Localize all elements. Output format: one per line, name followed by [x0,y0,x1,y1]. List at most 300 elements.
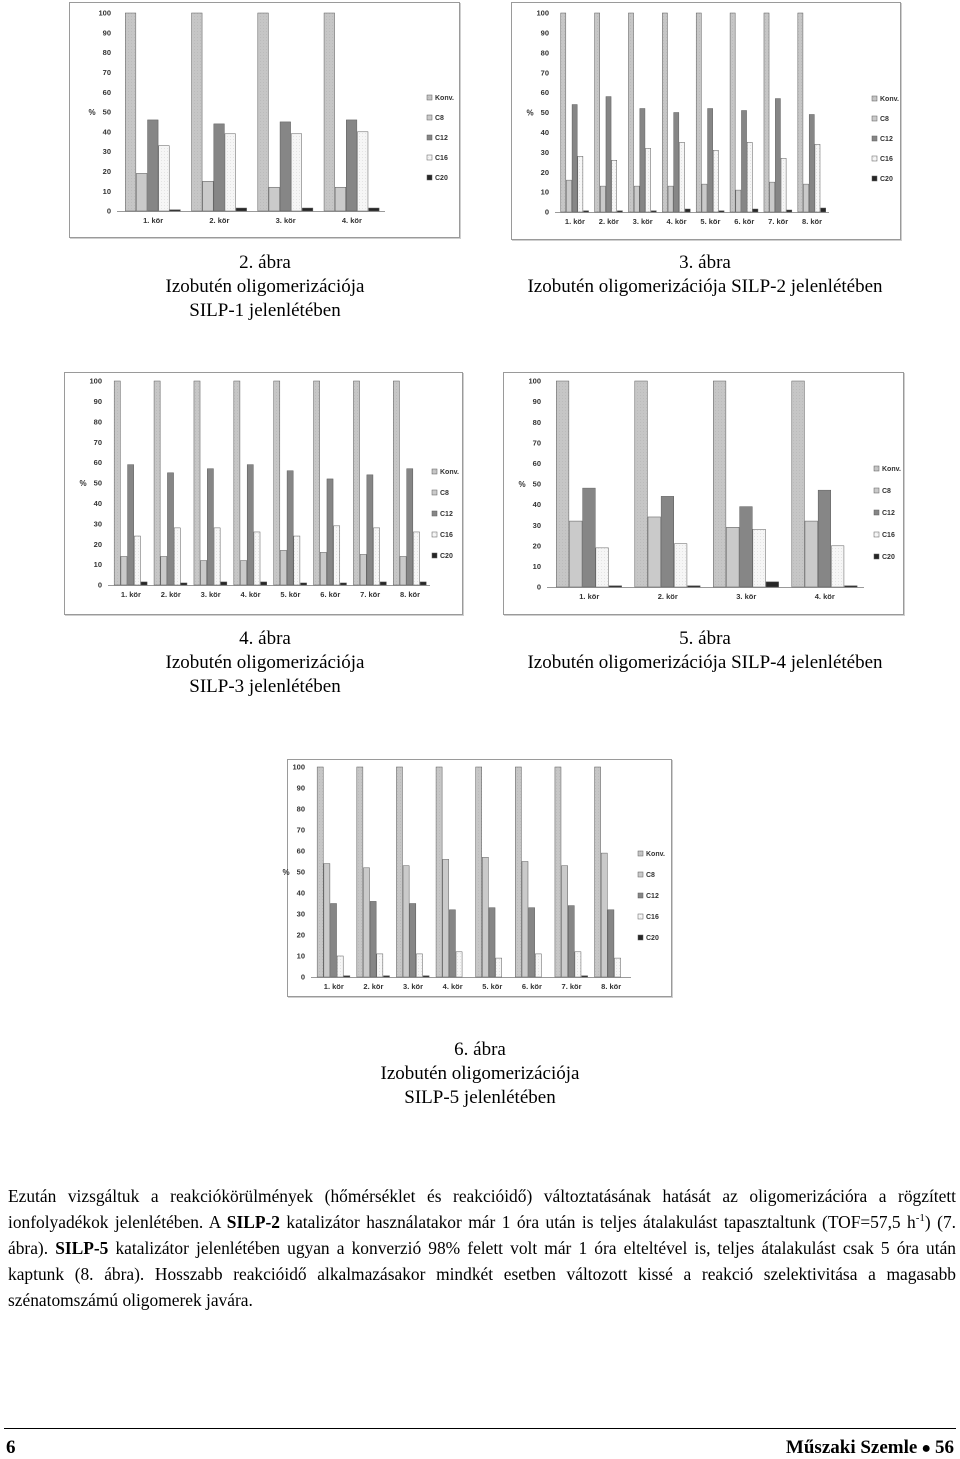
bar-c16 [134,536,140,585]
bar-c20 [261,582,267,585]
y-tick-label: 40 [102,127,111,137]
bar-c8 [648,517,661,587]
bar-c16 [815,144,820,212]
y-tick-label: 80 [532,417,541,427]
bar-c20 [582,976,588,977]
legend-label: C16 [435,155,448,162]
y-axis-label: % [282,868,290,877]
y-tick-label: 10 [93,560,102,570]
journal-name: Műszaki Szemle [785,1437,918,1458]
bar-c16 [831,546,844,587]
bar-konv [396,767,402,977]
caption-line: SILP-1 jelenlétében [189,300,341,321]
y-tick-label: 0 [97,580,102,590]
bar-c16 [214,528,220,585]
bar-c20 [300,583,306,585]
y-tick-label: 10 [102,186,111,196]
y-axis-label: % [88,108,96,117]
bar-c8 [241,561,247,585]
bar-c16 [416,954,422,977]
legend-label: Konv. [880,96,899,103]
legend-label: C20 [435,175,448,182]
figure-caption-2 [110,251,420,323]
bar-c12 [818,490,831,587]
y-tick-label: 90 [540,28,549,38]
bar-c20 [369,208,380,211]
bar-konv [696,13,701,212]
bar-c8 [363,868,369,977]
legend-swatch [874,488,879,493]
bar-c8 [634,186,639,212]
bar-c8 [121,556,127,585]
legend-label: C20 [646,935,659,942]
bar-c8 [280,550,286,585]
figure-caption-6 [325,1038,635,1110]
bar-c16 [646,148,651,212]
bar-c20 [236,208,247,211]
caption-line: Izobutén oligomerizációja SILP-4 jelenlétében [527,652,883,673]
chart-figure-2 [69,2,460,238]
bar-c12 [287,471,293,585]
legend-swatch [638,935,643,940]
caption-line: Izobutén oligomerizációja [165,652,365,673]
x-tick-label: 7. kör [561,982,582,991]
bar-c12 [327,479,333,585]
y-tick-label: 20 [532,541,541,551]
x-tick-label: 4. kör [442,982,463,991]
y-tick-label: 50 [540,108,549,118]
legend-label: C8 [440,490,449,497]
chart-svg [504,373,903,614]
bar-c12 [128,465,134,585]
x-tick-label: 2. kör [657,592,678,601]
y-axis [536,9,549,217]
y-tick-label: 30 [540,147,549,157]
chart-svg [282,760,671,996]
x-tick-label: 4. kör [341,216,362,225]
bar-c8 [702,184,707,212]
legend-label: C12 [882,510,895,517]
chart-svg [65,373,462,614]
paragraph-bold: SILP-2 [226,1212,280,1232]
legend-swatch [427,115,432,120]
y-tick-label: 60 [296,846,305,856]
bar-c12 [410,904,416,978]
bar-c8 [805,521,818,587]
y-tick-label: 90 [102,28,111,38]
x-tick-label: 6. kör [521,982,542,991]
y-tick-label: 10 [532,562,541,571]
bar-c16 [291,134,302,211]
legend-label: C12 [435,135,448,142]
bar-c8 [403,866,409,977]
x-tick-label: 4. kör [666,217,687,226]
bar-c12 [740,507,753,587]
y-tick-label: 0 [106,206,111,216]
chart-svg [70,3,459,237]
bar-konv [324,13,335,211]
caption-line: 3. ábra [679,252,731,273]
body-paragraph [8,1183,956,1313]
bar-c16 [174,528,180,585]
bar-c8 [600,186,605,212]
legend [638,851,665,942]
paragraph-superscript: -1 [915,1212,925,1225]
bar-konv [628,13,633,212]
x-tick-label: 3. kör [275,216,296,225]
bar-konv [555,767,561,977]
bar-c12 [407,469,413,585]
legend-label: C8 [882,488,891,495]
legend-swatch [432,553,437,558]
x-tick-label: 4. kör [814,592,835,601]
legend-swatch [874,466,879,471]
paragraph-text: Ezután vizsgáltuk a reakciókörülmények (hőmérséklet és reakcióidő) változtatásának hatását az oligomerizációra a rögzített ionfolyadékok jelenlétében. A [8,1186,956,1232]
x-tick-label: 8. kör [601,982,622,991]
legend [432,469,459,560]
bar-c8 [360,554,366,585]
y-tick-label: 70 [296,825,305,835]
legend-label: C16 [882,532,895,539]
bar-c12 [708,109,713,212]
y-tick-label: 80 [540,48,549,58]
y-tick-label: 20 [102,167,111,176]
bar-c20 [383,976,389,977]
legend-swatch [872,156,877,161]
y-tick-label: 60 [540,88,549,98]
y-tick-label: 70 [540,68,549,78]
bar-c12 [367,475,373,585]
legend-swatch [638,851,643,856]
bar-c20 [380,582,386,585]
bar-c8 [726,527,739,587]
x-tick-label: 7. kör [768,217,789,226]
chart-figure-5 [503,372,904,615]
legend-swatch [432,511,437,516]
legend-label: C12 [646,893,659,900]
bar-c20 [609,586,622,587]
paragraph-text: katalizátor jelenlétében ugyan a konverzió 98% felett volt már 1 óra elteltével is, teljes átalakulást csak 5 óra után kaptunk (8. ábra). Hosszabb reakcióidő alkalmazásakor mindkét esetben változott kissé a reakció szelektivitása a magasabb szénatomszámú oligomerek javára. [8,1238,956,1310]
bar-c16 [612,160,617,212]
bar-konv [730,13,735,212]
y-axis [528,377,541,592]
bar-c16 [496,958,502,977]
y-tick-label: 0 [536,582,541,592]
x-tick-label: 8. kör [400,590,421,599]
y-tick-label: 100 [98,8,111,18]
y-tick-label: 40 [540,128,549,137]
x-tick-label: 6. kör [320,590,341,599]
bar-c16 [713,150,718,212]
bar-c12 [583,488,596,587]
bar-konv [393,381,399,585]
bar-c20 [340,583,346,585]
bar-c12 [741,111,746,212]
bar-c8 [443,859,449,977]
bar-konv [792,381,805,587]
y-axis [98,9,111,216]
bar-konv [556,381,569,587]
x-tick-label: 6. kör [734,217,755,226]
bar-c12 [167,473,173,585]
legend-label: C16 [880,156,893,163]
bar-konv [798,13,803,212]
y-tick-label: 90 [296,783,305,793]
bar-c20 [688,586,701,587]
caption-line: Izobutén oligomerizációja [380,1063,580,1084]
bar-konv [317,767,323,977]
bar-c20 [423,976,429,977]
bar-konv [357,767,363,977]
y-tick-label: 80 [93,417,102,427]
bar-c20 [302,208,313,211]
x-tick-label: 5. kör [482,982,503,991]
legend-label: C8 [880,116,889,123]
caption-line: 2. ábra [239,252,291,273]
bar-c12 [214,124,225,211]
bar-c16 [596,548,609,587]
y-tick-label: 30 [532,520,541,530]
x-tick-label: 1. kör [120,590,141,599]
y-tick-label: 40 [296,888,305,898]
legend-label: C8 [646,872,655,879]
legend-swatch [874,554,879,559]
bar-c8 [161,556,167,585]
y-tick-label: 20 [93,539,102,549]
bar-c12 [330,904,336,978]
y-axis [292,763,305,982]
legend-swatch [427,95,432,100]
bar-c16 [575,952,581,977]
bar-konv [635,381,648,587]
paragraph-bold: SILP-5 [55,1238,109,1258]
x-tick-label: 7. kör [360,590,381,599]
legend-label: C20 [880,176,893,183]
bar-c8 [601,853,607,977]
chart-figure-3 [511,2,901,240]
bar-c12 [529,908,535,977]
y-tick-label: 50 [532,479,541,489]
legend-swatch [432,490,437,495]
bar-c20 [170,210,181,211]
bar-c12 [606,97,611,212]
legend-swatch [432,469,437,474]
y-tick-label: 100 [528,376,541,386]
bullet-icon: ● [921,1440,931,1457]
x-tick-label: 1. kör [564,217,585,226]
y-tick-label: 40 [93,499,102,508]
bar-c12 [674,113,679,213]
bar-c12 [640,109,645,212]
legend [427,95,454,182]
y-tick-label: 70 [102,68,111,77]
bar-c8 [400,556,406,585]
y-tick-label: 30 [93,519,102,529]
page-number-left: 6 [6,1437,16,1458]
bar-c20 [719,211,724,212]
figure-caption-3 [480,251,930,299]
x-tick-label: 1. kör [579,592,600,601]
y-tick-label: 80 [102,48,111,58]
bar-c8 [482,857,488,977]
footer-rule [4,1428,956,1429]
paragraph-text: katalizátor használatakor már 1 óra után is teljes átalakulást tapasztaltunk (TOF=57,5 h [279,1212,916,1232]
bar-c16 [747,142,752,212]
bar-c12 [809,114,814,212]
bar-c8 [736,190,741,212]
y-tick-label: 50 [296,867,305,877]
bar-c16 [781,158,786,212]
legend-label: C20 [440,553,453,560]
figure-caption-5 [480,627,930,675]
x-tick-label: 2. kör [160,590,181,599]
bar-c8 [201,561,207,585]
bar-c16 [225,134,236,211]
chart-figure-6 [282,759,672,997]
legend-swatch [872,116,877,121]
x-tick-label: 2. kör [209,216,230,225]
legend-label: C8 [435,115,444,122]
bar-konv [476,767,482,977]
bar-c16 [377,954,383,977]
legend-swatch [432,532,437,537]
bar-c20 [221,582,227,585]
bar-c8 [203,181,214,211]
bar-konv [125,13,136,211]
chart-figure-4 [64,372,463,615]
chart-svg [512,3,900,239]
page-number-right: 56 [935,1437,954,1458]
bar-konv [713,381,726,587]
bar-c12 [661,496,674,587]
x-tick-label: 1. kör [323,982,344,991]
bar-c12 [572,105,577,212]
bar-konv [436,767,442,977]
bar-c16 [674,544,687,587]
legend-swatch [874,532,879,537]
legend-label: Konv. [882,466,901,473]
bar-c20 [766,582,779,587]
bar-c20 [181,583,187,585]
bar-c20 [420,582,426,585]
bar-c8 [335,187,346,211]
legend-swatch [874,510,879,515]
y-tick-label: 70 [93,437,102,447]
bar-c12 [449,910,455,977]
x-tick-label: 3. kör [200,590,221,599]
footer-journal [786,1437,954,1459]
bar-konv [764,13,769,212]
legend-label: C16 [440,532,453,539]
bar-c16 [254,532,260,585]
y-tick-label: 100 [292,762,305,772]
bar-c16 [337,956,343,977]
legend-swatch [427,175,432,180]
bar-c8 [566,180,571,212]
bar-c12 [148,120,159,211]
bar-c8 [136,173,147,211]
bar-c16 [357,132,368,211]
x-tick-label: 2. kör [598,217,619,226]
legend-label: Konv. [646,851,665,858]
bar-c8 [320,552,326,585]
legend [874,466,901,561]
bar-c16 [294,536,300,585]
y-tick-label: 0 [300,972,305,982]
bar-c16 [615,958,621,977]
y-tick-label: 10 [540,187,549,197]
bar-c20 [821,208,826,212]
bar-c8 [804,184,809,212]
y-tick-label: 20 [540,167,549,177]
bar-c16 [535,954,541,977]
bar-konv [192,13,203,211]
bar-konv [154,381,160,585]
bar-c8 [522,862,528,978]
legend-label: C16 [646,914,659,921]
legend [872,96,899,183]
caption-line: SILP-5 jelenlétében [404,1087,556,1108]
y-tick-label: 90 [532,397,541,407]
bar-konv [595,767,601,977]
bar-c16 [374,528,380,585]
bar-c8 [668,186,673,212]
bar-c20 [617,211,622,212]
bar-konv [114,381,120,585]
bar-c12 [489,908,495,977]
caption-line: Izobutén oligomerizációja SILP-2 jelenlétében [527,276,883,297]
y-tick-label: 100 [536,8,549,18]
x-tick-label: 1. kör [143,216,164,225]
x-tick-label: 3. kör [403,982,424,991]
bar-konv [353,381,359,585]
legend-label: C12 [440,511,453,518]
bar-c20 [141,582,147,585]
bar-c16 [753,529,766,587]
legend-swatch [872,96,877,101]
caption-line: 6. ábra [454,1039,506,1060]
y-tick-label: 50 [93,478,102,488]
bar-konv [561,13,566,212]
bar-c20 [753,209,758,212]
bar-c16 [159,146,170,211]
bar-c20 [787,210,792,212]
y-tick-label: 10 [296,951,305,961]
legend-label: C20 [882,554,895,561]
legend-swatch [638,914,643,919]
bar-c16 [413,532,419,585]
bar-c12 [247,465,253,585]
bar-konv [595,13,600,212]
legend-swatch [638,872,643,877]
bar-c8 [770,182,775,212]
bar-konv [314,381,320,585]
bar-c16 [679,142,684,212]
bar-c12 [346,120,357,211]
bar-konv [274,381,280,585]
bar-c20 [845,586,858,587]
y-axis-label: % [518,480,526,489]
y-axis [89,377,102,590]
bar-c12 [775,99,780,212]
y-tick-label: 30 [102,147,111,157]
y-tick-label: 80 [296,804,305,814]
x-tick-label: 3. kör [632,217,653,226]
y-tick-label: 40 [532,500,541,510]
bar-c8 [269,187,280,211]
bar-c20 [344,976,350,977]
y-tick-label: 100 [89,376,102,386]
